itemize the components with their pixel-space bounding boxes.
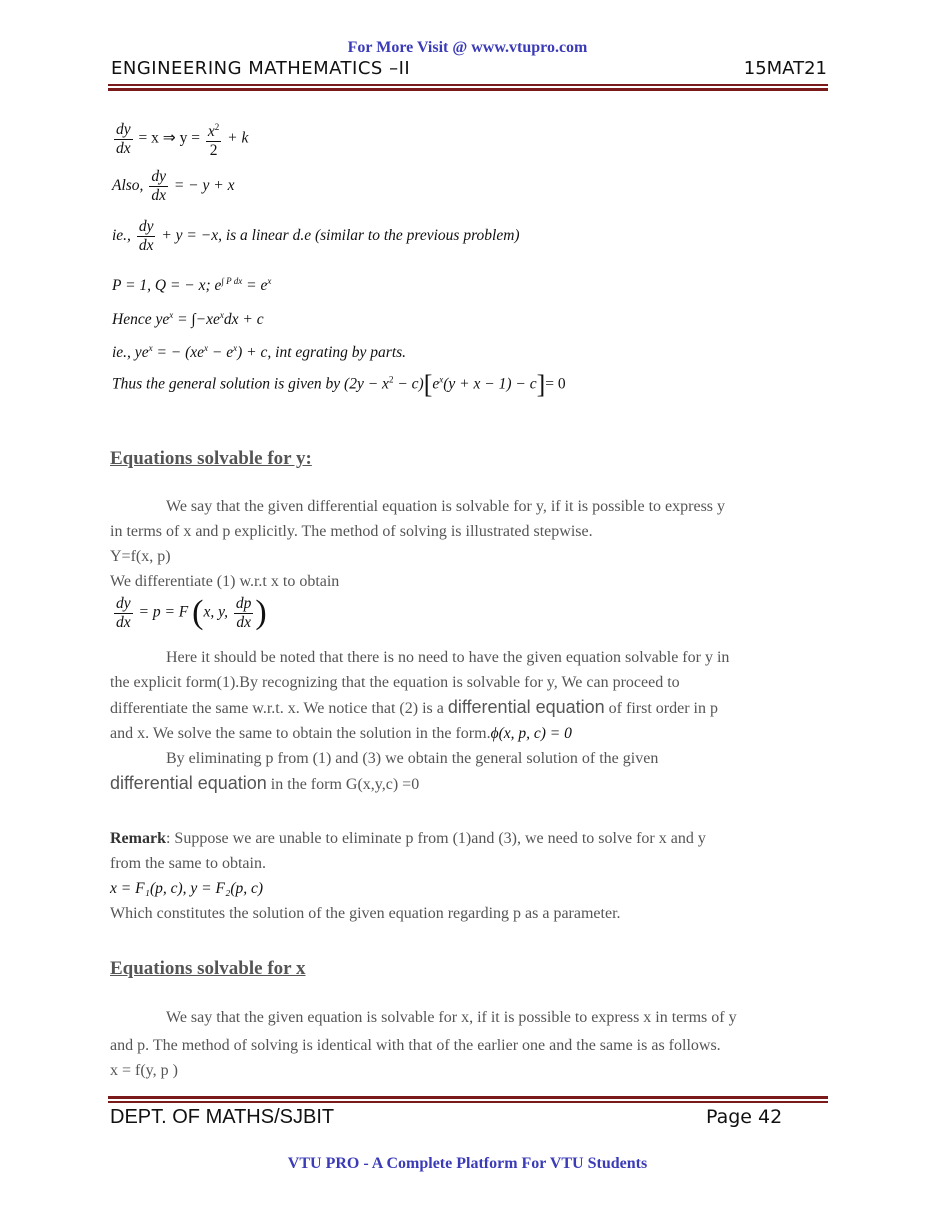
footer-rule-thick [108,1096,828,1099]
header-rule-thin [108,84,828,86]
equation-line-6: ie., $ye^x$ = − $(xe^x - e^x) + c$, int egrating by parts. [112,343,407,362]
equation-line-2: Also, $\frac{dy}{dx}$ = − y + x [112,168,235,204]
equation-line-1: $\frac{dy}{dx}$ = x ⇒ y = $\frac{x^2}{2}$ + k [112,118,248,160]
section-heading-solvable-for-x: Equations solvable for x [110,958,306,979]
remark-paragraph: Remark: Suppose we are unable to eliminate p from (1)and (3), we need to solve for x and y from the same to obtain. x = F₁(p, c), y = F₂(p, c) Which constitutes the solution of the given equation regarding p as a parameter. [110,830,706,922]
section1-paragraph-1: We say that the given differential equation is solvable for y, if it is possible to express y in terms of x and p explicitly. The method of solving is illustrated stepwise. Y=f(x, p) We differentiate (1) w.r.t x to obtain [110,498,726,590]
section-heading-solvable-for-y: Equations solvable for y: [110,448,312,469]
footer-rule-thin [108,1101,828,1103]
equation-dy-dx-p: $\frac{dy}{dx}$ = p = F (x, y, $\frac{dp}{dx}$ ) [116,594,267,631]
top-banner-link[interactable]: For More Visit @ www.vtupro.com [347,39,588,56]
header-title: ENGINEERING MATHEMATICS –II [111,58,411,79]
section1-paragraph-2: Here it should be noted that there is no need to have the given equation solvable for y in the explicit form(1).By recognizing that the equation is solvable for y, We can proceed to differentiate the same w.r.t. x. We notice that (2) is a differential equation of first order in p and x. We solve the same to obtain the solution in the form.ϕ(x, p, c) = 0 By eliminating p from (1) and (3) we obtain the general solution of the given differential equation in the form G(x,y,c) =0 [110,649,730,793]
equation-line-3: ie., $\frac{dy}{dx}$ + y = −x, is a linear d.e (similar to the previous problem) [112,218,520,254]
remark-label: Remark [110,830,166,847]
equation-line-5: Hence $ye^x = \int-xe^xdx + c$ [112,310,264,329]
header-rule-thick [108,88,828,91]
equation-line-7: Thus the general solution is given by $(2y - x^2 - c)[e^x(y + x - 1) - c]= 0$ [112,370,566,399]
header-course-code: 15MAT21 [743,58,827,79]
footer-page-number: Page 42 [706,1106,783,1128]
footer-department: DEPT. OF MATHS/SJBIT [110,1106,335,1128]
section2-paragraph: We say that the given equation is solvable for x, if it is possible to express x in terms of y and p. The method of solving is identical with that of the earlier one and the same is as follows. x = f(y, p ) [110,1009,737,1079]
bottom-banner-link[interactable]: VTU PRO - A Complete Platform For VTU Students [287,1155,648,1172]
equation-line-4: P = 1, Q = − x; $e^{\int P dx} = e^x$ [112,276,272,295]
